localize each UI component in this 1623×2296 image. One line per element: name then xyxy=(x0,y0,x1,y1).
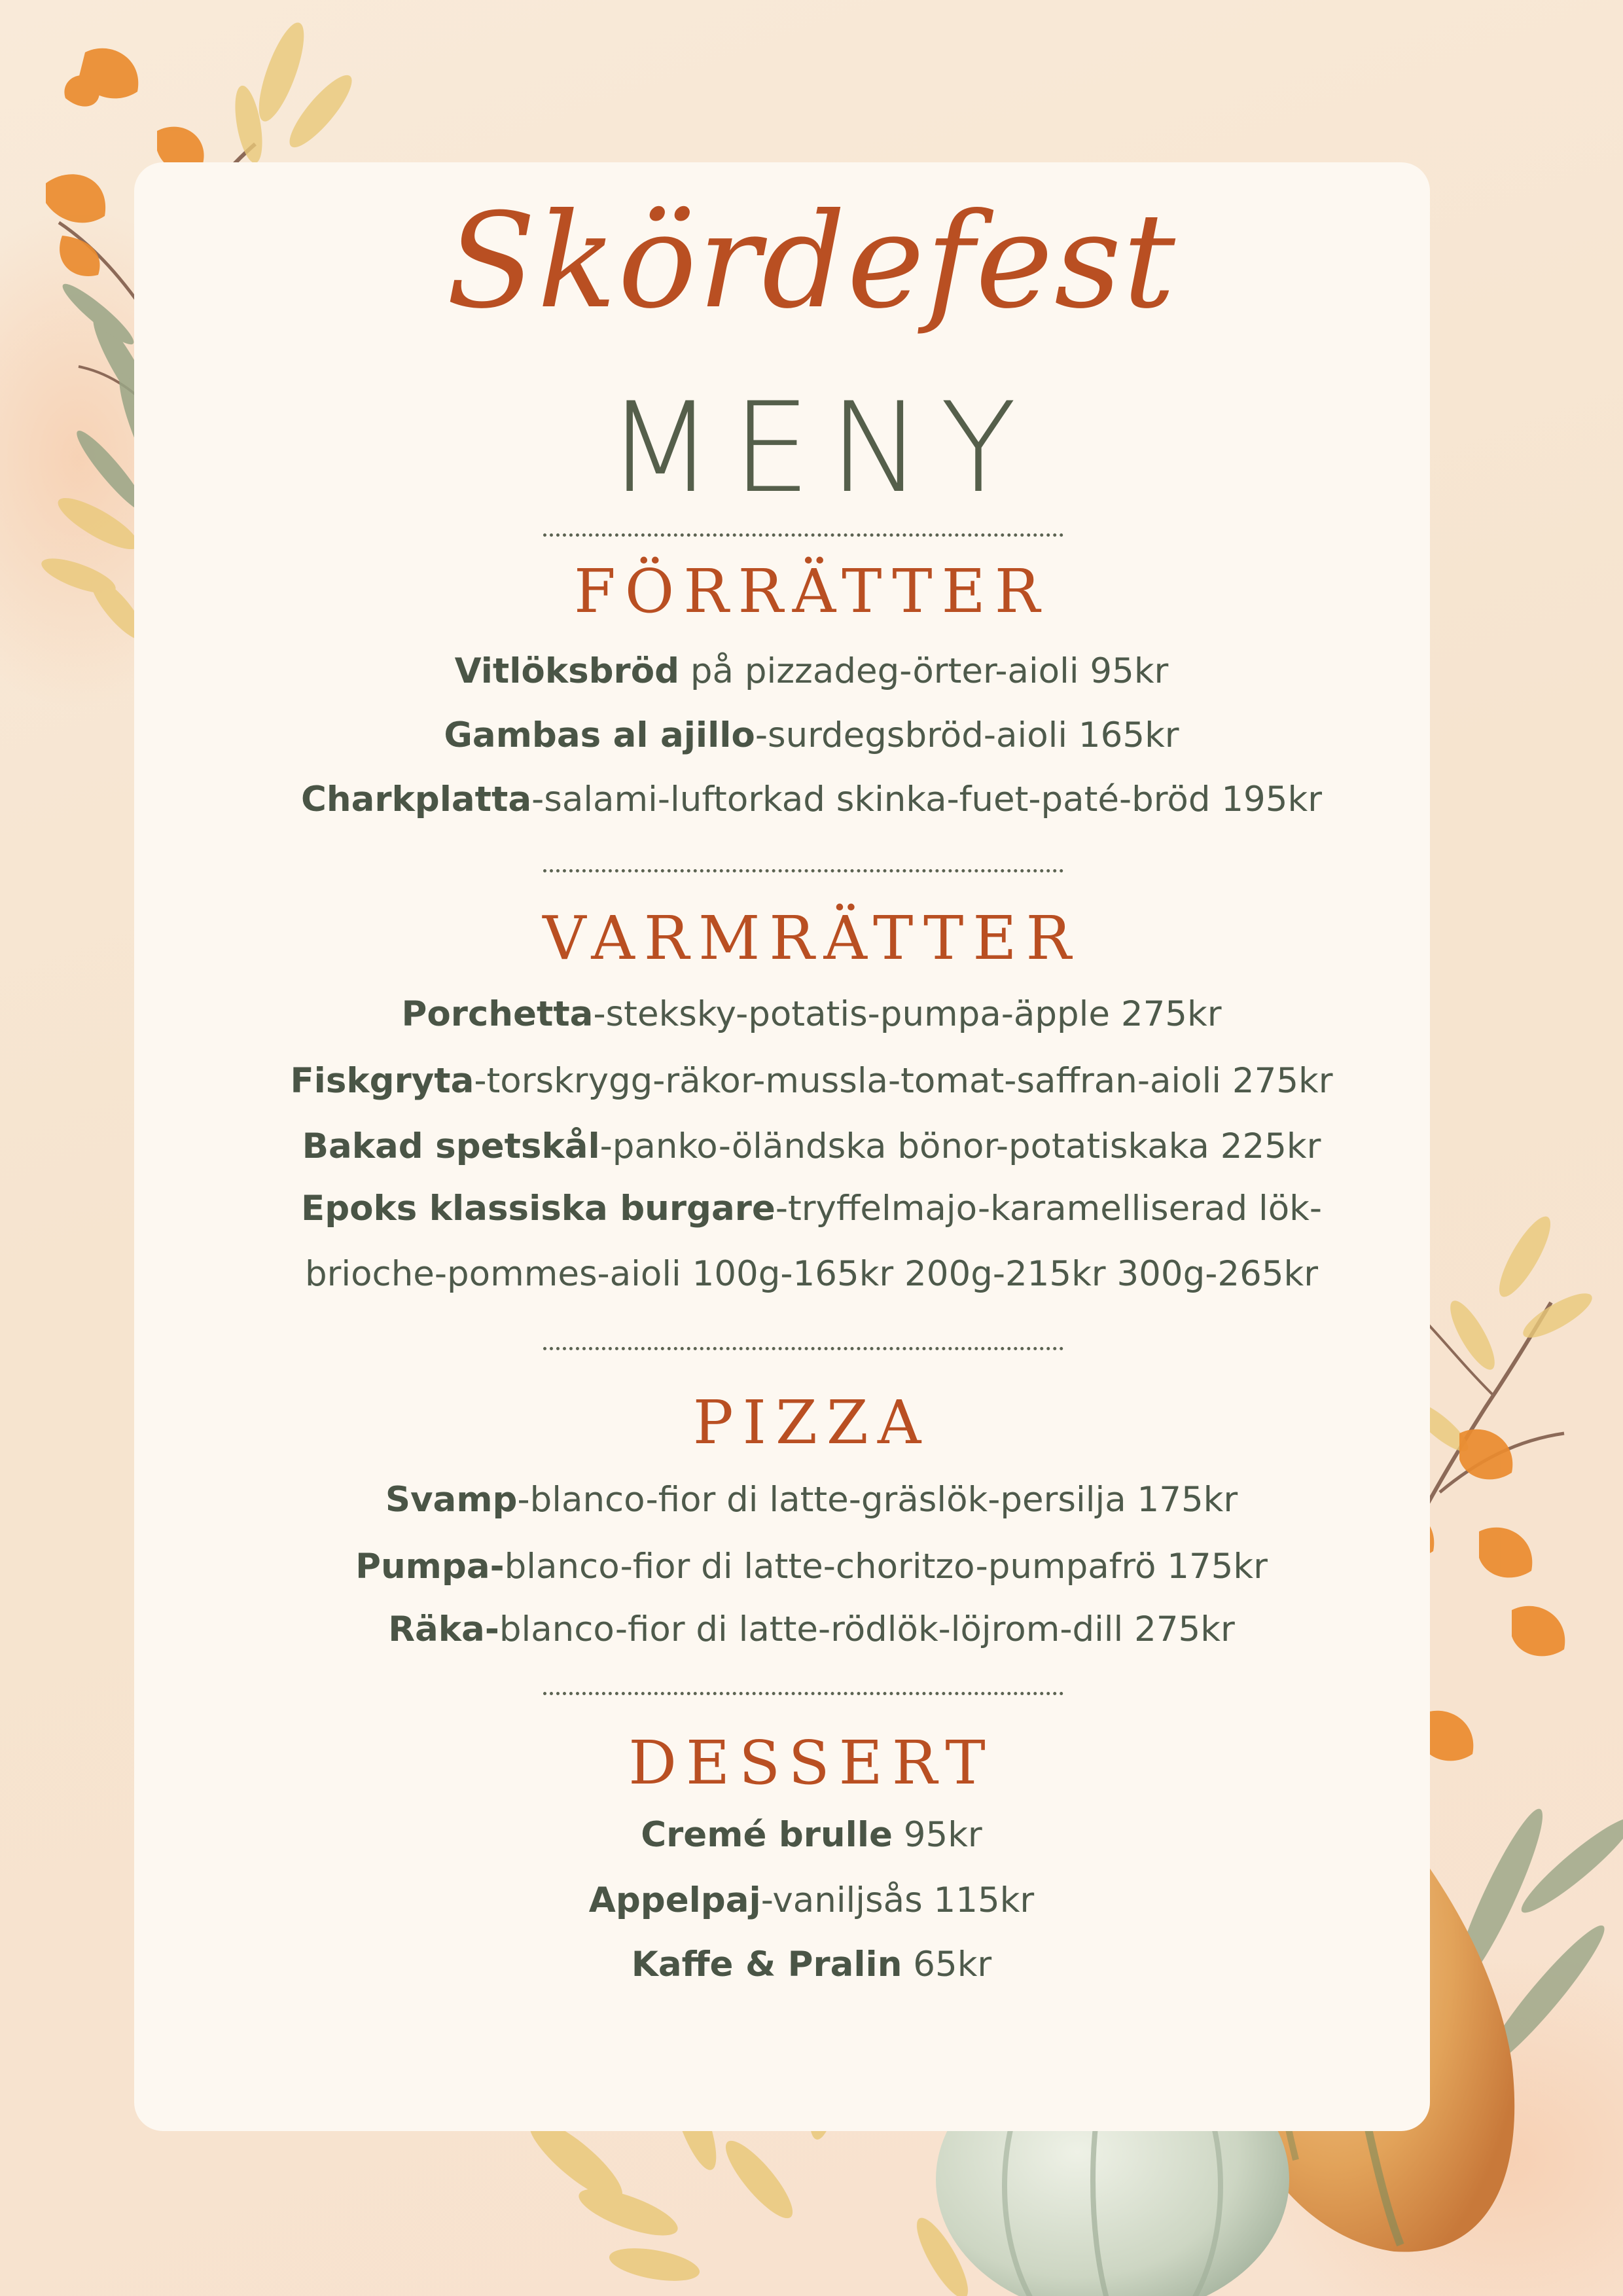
section-heading: DESSERT xyxy=(628,1728,995,1798)
menu-item xyxy=(0,779,1623,821)
menu-item xyxy=(0,1060,1623,1102)
menu-item xyxy=(0,651,1623,692)
dish-name: Gambas al ajillo xyxy=(444,715,755,755)
divider xyxy=(543,869,1063,872)
dish-name: Kaffe & Pralin xyxy=(631,1945,902,1984)
menu-subtitle: MENY xyxy=(606,376,1035,520)
section-heading: FÖRRÄTTER xyxy=(573,556,1050,626)
menu-item xyxy=(0,1546,1623,1588)
menu-item xyxy=(0,1880,1623,1922)
menu-item xyxy=(0,1126,1623,1168)
dish-name: Porchetta xyxy=(401,994,594,1034)
dish-name: Charkplatta xyxy=(301,780,532,819)
dish-desc: brioche-pommes-aioli 100g-165kr 200g-215kr 300g-265kr xyxy=(304,1254,1319,1294)
dish-name: Cremé brulle xyxy=(641,1815,893,1855)
divider xyxy=(543,1347,1063,1350)
divider xyxy=(543,1692,1063,1695)
menu-title: Skördefest xyxy=(446,185,1177,338)
dish-desc: -panko-öländska bönor-potatiskaka 225kr xyxy=(599,1126,1321,1166)
dish-desc: -steksky-potatis-pumpa-äpple 275kr xyxy=(593,994,1222,1034)
dish-desc: -tryffelmajo-karamelliserad lök- xyxy=(775,1189,1322,1229)
menu-item xyxy=(0,715,1623,757)
dish-name: Bakad spetskål xyxy=(302,1126,600,1166)
dish-desc: -salami-luftorkad skinka-fuet-paté-bröd 195kr xyxy=(531,780,1322,819)
menu-item xyxy=(0,1944,1623,1986)
section-heading: PIZZA xyxy=(692,1388,931,1458)
dish-desc: -vaniljsås 115kr xyxy=(760,1880,1035,1920)
dish-name: Fiskgryta xyxy=(290,1061,474,1101)
dish-desc: blanco-fior di latte-rödlök-löjrom-dill 275kr xyxy=(499,1609,1235,1649)
divider xyxy=(543,533,1063,537)
menu-item xyxy=(0,1814,1623,1856)
dish-name: Svamp xyxy=(385,1480,518,1520)
dish-name: Appelpaj xyxy=(588,1880,761,1920)
menu-item xyxy=(0,994,1623,1035)
dish-desc: -blanco-fior di latte-gräslök-persilja 175kr xyxy=(517,1480,1238,1520)
dish-name: Vitlöksbröd xyxy=(454,651,680,691)
dish-name: Pumpa- xyxy=(355,1547,505,1587)
dish-name: Epoks klassiska burgare xyxy=(301,1189,776,1229)
dish-desc: på pizzadeg-örter-aioli 95kr xyxy=(679,651,1169,691)
menu-item xyxy=(0,1479,1623,1521)
menu-item xyxy=(0,1609,1623,1651)
dish-desc: 95kr xyxy=(892,1815,982,1855)
dish-name: Räka- xyxy=(388,1609,499,1649)
section-heading: VARMRÄTTER xyxy=(543,903,1080,973)
dish-desc: -surdegsbröd-aioli 165kr xyxy=(755,715,1179,755)
menu-item xyxy=(0,1253,1623,1295)
dish-desc: 65kr xyxy=(902,1945,992,1984)
menu-item xyxy=(0,1188,1623,1230)
dish-desc: -torskrygg-räkor-mussla-tomat-saffran-aioli 275kr xyxy=(474,1061,1333,1101)
dish-desc: blanco-fior di latte-choritzo-pumpafrö 175kr xyxy=(504,1547,1268,1587)
